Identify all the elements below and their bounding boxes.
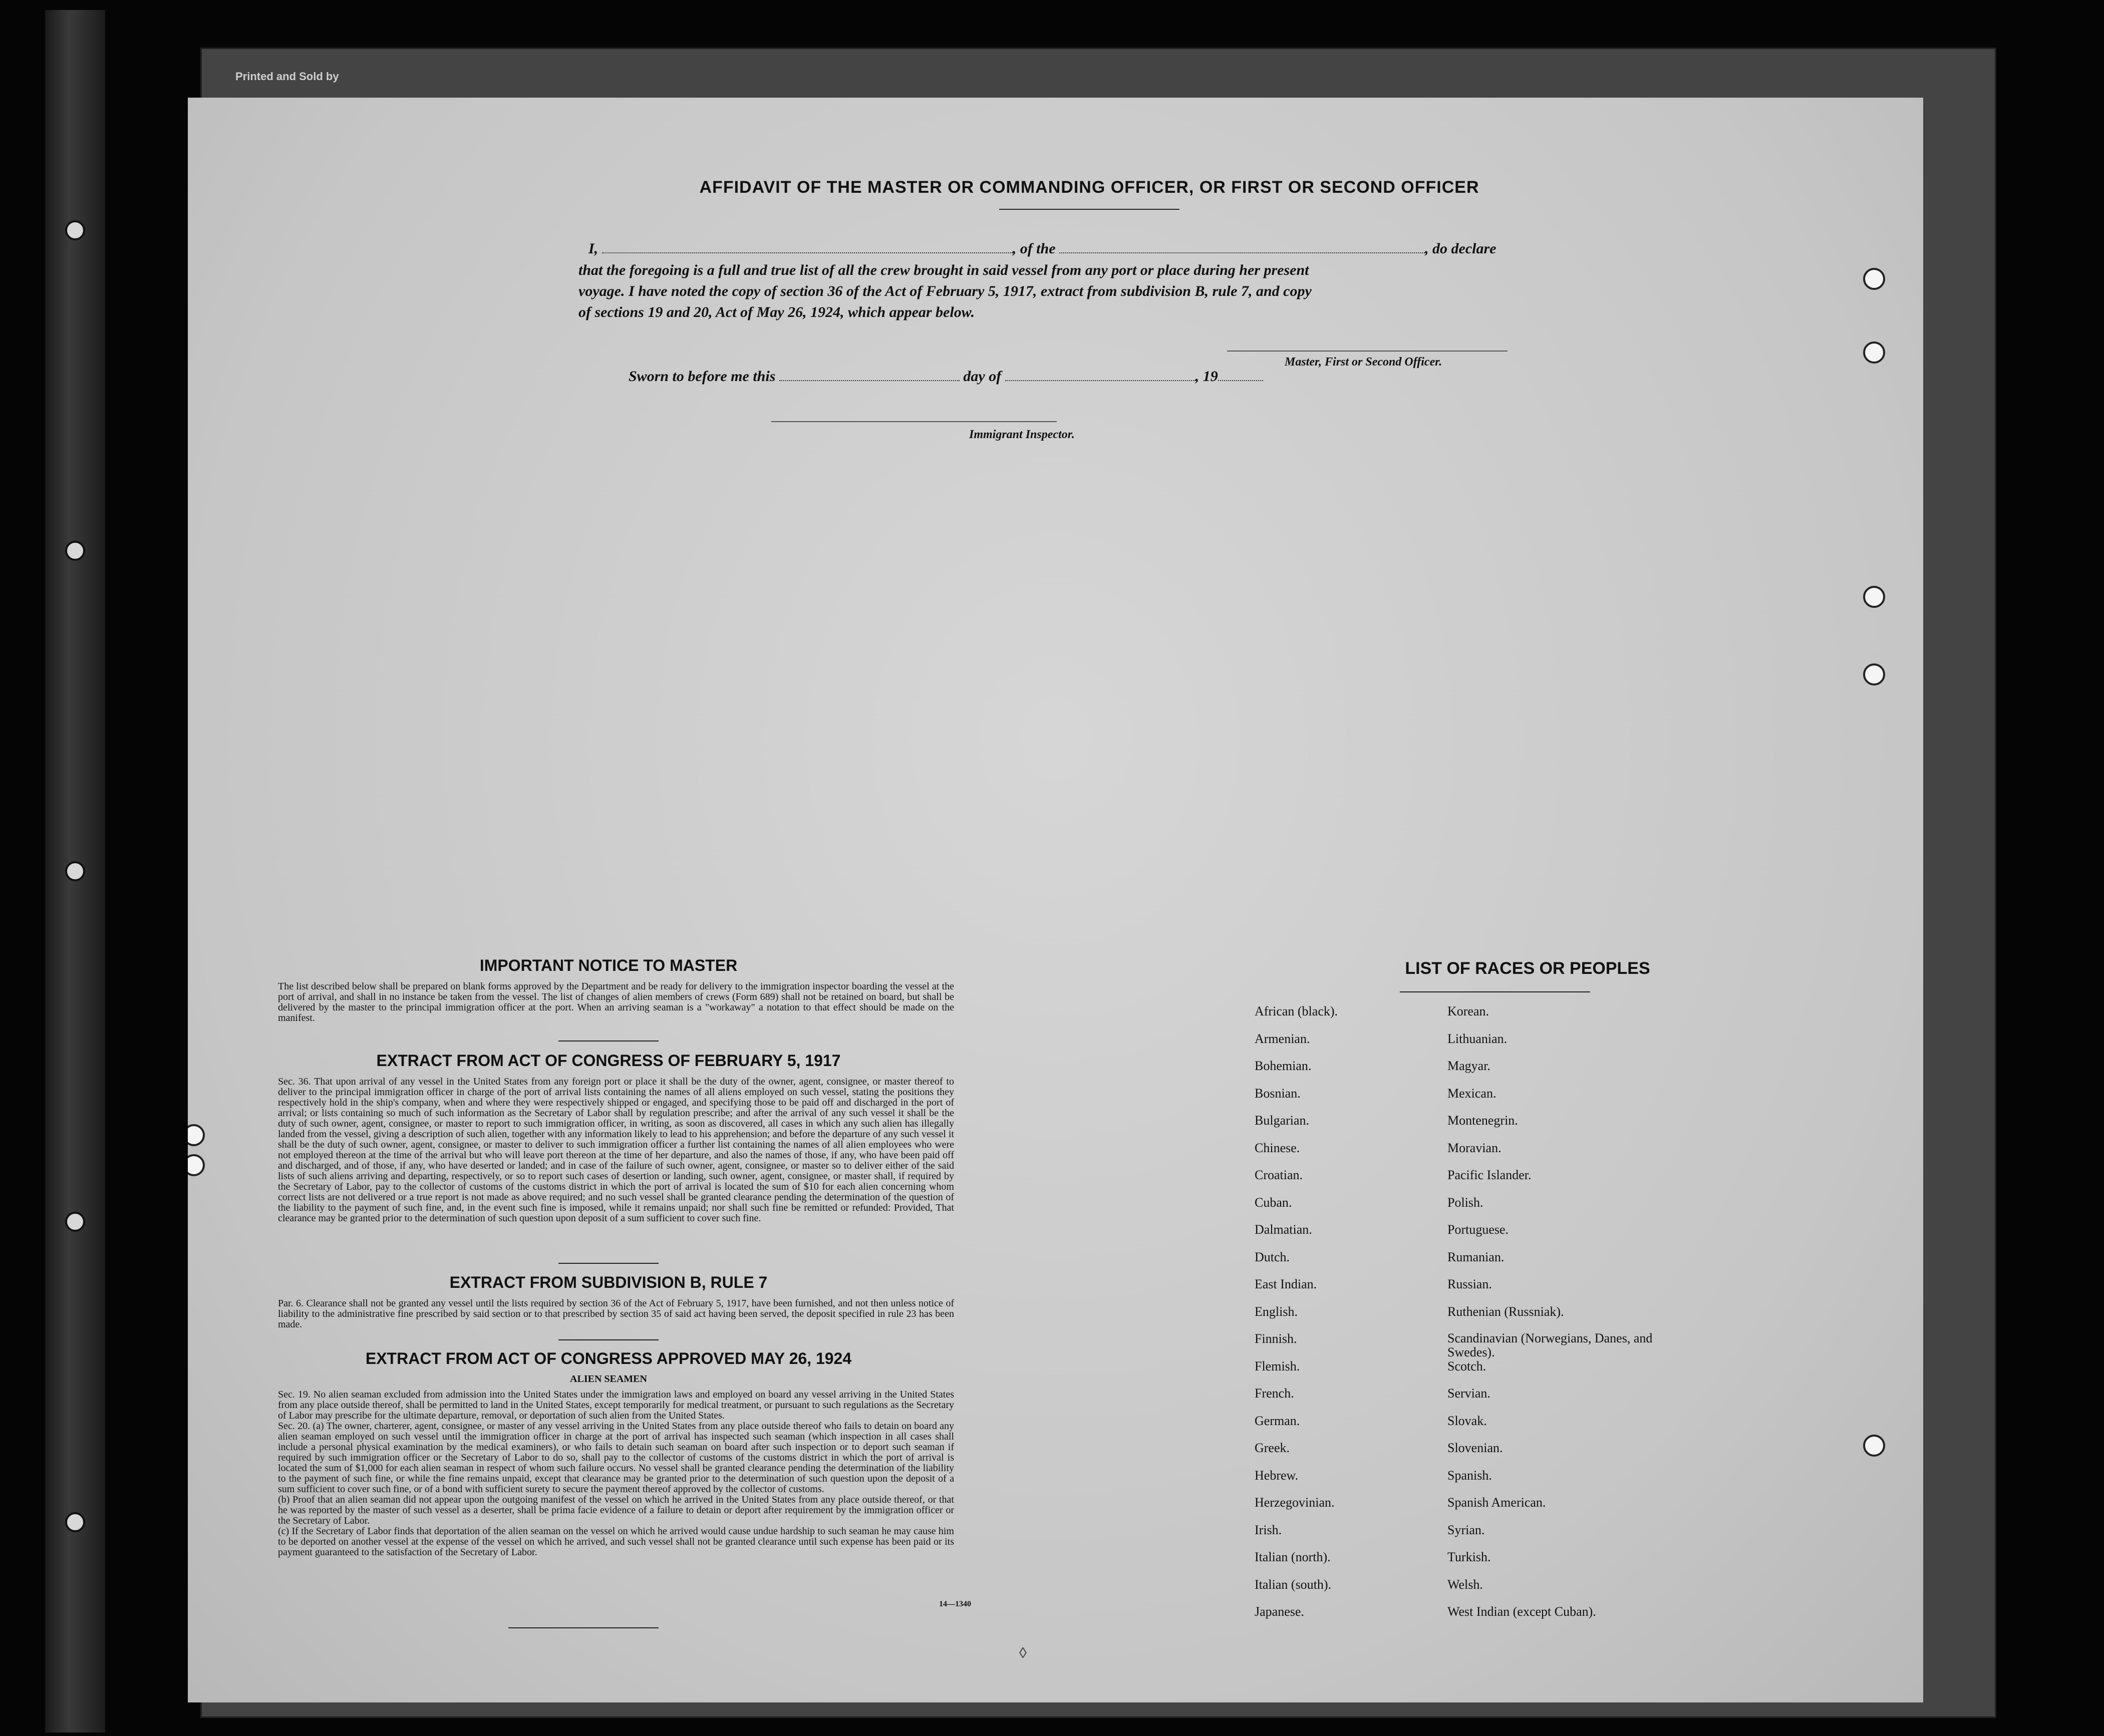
section-20a-paragraph: Sec. 20. (a) The owner, charterer, agent, consignee, or master of any vessel arriving in the United States from any place outside thereof who fails to detain on board any alien seaman employed on such vessel until the immigration officer in charge at the port of arrival has inspected such seaman (which inspection in all cases shall include a personal physical examination by the medical examiners), or who fails to detain such seaman on board after such inspection or to deport such seaman if required by such immigration officer or the Secretary of Labor to do so, shall pay to the collector of customs of the customs district in which the port of arrival is located the sum of $1,000 for each alien seaman in respect of whom such failure occurs. No vessel shall be granted clearance pending the determination of the liability to the payment of such fine, or while the fine remains unpaid, except that clearance may be granted prior to the determination of such question upon the deposit of a sum sufficient to cover such fine, or of a bond with sufficient surety to secure the payment thereof approved by the collector of customs. (278, 1421, 954, 1495)
race-item: Flemish. (1255, 1358, 1300, 1373)
alien-seamen-subtitle: ALIEN SEAMEN (570, 1373, 647, 1384)
race-item: English. (1255, 1304, 1298, 1319)
race-item: Scotch. (1447, 1358, 1486, 1373)
binder-hole (65, 220, 85, 240)
punch-hole (188, 1124, 205, 1146)
race-item: Finnish. (1255, 1331, 1297, 1346)
inspector-signature-line[interactable] (771, 421, 1057, 422)
race-item: Dalmatian. (1255, 1222, 1312, 1237)
race-item: Bosnian. (1255, 1086, 1301, 1101)
race-item: Ruthenian (Russniak). (1447, 1304, 1564, 1319)
race-item: Mexican. (1447, 1086, 1496, 1101)
race-item: Herzegovinian. (1255, 1495, 1335, 1510)
divider (558, 1339, 659, 1340)
extract-1917-title: EXTRACT FROM ACT OF CONGRESS OF FEBRUARY 5, 1917 (376, 1052, 841, 1070)
page-mark-icon: ◊ (1019, 1645, 1027, 1661)
section-19-paragraph: Sec. 19. No alien seaman excluded from admission into the United States under the immigration laws and employed on board any vessel arriving in the United States from any place outside thereof, shall be permitted to land in the United States, except temporarily for medical treatment, or pursuant to such regulations as the Secretary of Labor may prescribe for the ultimate departure, removal, or deportation of such alien from the United States. (278, 1389, 954, 1421)
binder-hole (65, 541, 85, 561)
race-item: Bulgarian. (1255, 1113, 1310, 1128)
race-item: Pacific Islander. (1447, 1168, 1532, 1182)
binder-hole (65, 1212, 85, 1232)
races-right-column (1447, 1004, 1668, 1632)
extract-1917-text (263, 1077, 954, 1224)
punch-hole (1863, 586, 1885, 608)
extract-1924-text (263, 1390, 954, 1558)
extract-rule7-text (263, 1298, 954, 1330)
race-item: East Indian. (1255, 1277, 1317, 1291)
race-item: Cuban. (1255, 1195, 1292, 1210)
race-item: Polish. (1447, 1195, 1483, 1210)
race-item: Irish. (1255, 1522, 1282, 1537)
race-item: Japanese. (1255, 1604, 1304, 1619)
affidavit-title: AFFIDAVIT OF THE MASTER OR COMMANDING OFFICER, OR FIRST OR SECOND OFFICER (699, 178, 1479, 197)
race-item: African (black). (1255, 1004, 1338, 1018)
name-blank[interactable] (602, 242, 1013, 253)
race-item: Turkish. (1447, 1550, 1491, 1564)
race-item: Dutch. (1255, 1249, 1290, 1264)
sworn-line (629, 368, 1263, 385)
extract-1924-title: EXTRACT FROM ACT OF CONGRESS APPROVED MAY 26, 1924 (365, 1349, 852, 1367)
divider (508, 1627, 659, 1628)
race-item: Portuguese. (1447, 1222, 1509, 1237)
affidavit-line-4: of sections 19 and 20, Act of May 26, 1924, which appear below. (578, 304, 975, 320)
divider (1400, 991, 1590, 992)
race-item: French. (1255, 1386, 1294, 1401)
inspector-caption: Immigrant Inspector. (969, 428, 1075, 441)
punch-hole (1863, 268, 1885, 290)
races-left-column (1255, 1004, 1338, 1632)
race-item: Armenian. (1255, 1031, 1310, 1046)
section-36-paragraph: Sec. 36. That upon arrival of any vessel in the United States from any foreign port or place it shall be the duty of the owner, agent, consignee, or master thereof to deliver to the principal immigration officer in charge of the port of arrival lists containing the names of all aliens employed on such vessel, stating the positions they respectively hold in the ship's company, when and where they were respectively shipped or engaged, and specifying those to be paid off and discharged in the port of arrival; or lists containing so much of such information as the Secretary of Labor shall by regulation prescribe; and after the arrival of any such vessel it shall be the duty of such owner, agent, consignee, or master to report to such immigration officer, in writing, as soon as discovered, all cases in which any such alien has illegally landed from the vessel, giving a description of such alien, together with any information likely to lead to his apprehension; and before the departure of any such vessel it shall be the duty of such owner, agent, consignee, or master to deliver to such immigration officer a further list containing the names of all alien employees who were not employed thereon at the time of the arrival but who will leave port thereon at the time of her departure, and also the names of those, if any, who have been paid off and discharged, and of those, if any, who have deserted or landed; and in case of the failure of such owner, agent, consignee, or master so to deliver either of the said lists of such aliens arriving and departing, respectively, or so to report such cases of desertion or landing, such owner, agent, consignee, or master shall, if required by the Secretary of Labor, pay to the collector of customs of the customs district in which the port of arrival is located the sum of $10 for each alien concerning whom correct lists are not delivered or a true report is not made as above required; and no such vessel shall be granted clearance pending the determination of the question of the liability to the payment of such fine, and, in the event such fine is imposed, while it remains unpaid; nor shall such fine be remitted or refunded: Provided, That clearance may be granted prior to the determination of such question upon deposit of a sum sufficient to cover such fine. (278, 1076, 954, 1224)
races-title: LIST OF RACES OR PEOPLES (1405, 959, 1650, 978)
affidavit-line-2: that the foregoing is a full and true list of all the crew brought in said vessel from any port or place during her present (578, 262, 1309, 278)
binder-hole (65, 861, 85, 881)
race-item: Bohemian. (1255, 1059, 1312, 1073)
race-item: Greek. (1255, 1441, 1290, 1455)
notice-title: IMPORTANT NOTICE TO MASTER (479, 956, 738, 974)
sworn-text: day of (963, 368, 1002, 385)
race-item: Slovenian. (1447, 1441, 1503, 1455)
affidavit-text: , do declare (1425, 240, 1496, 257)
sworn-text: Sworn to before me this (629, 368, 776, 385)
day-blank[interactable] (779, 370, 960, 381)
rule7-paragraph: Par. 6. Clearance shall not be granted any vessel until the lists required by section 36 of the Act of February 5, 1917, have been furnished, and not then unless notice of liability to the administrative fine prescribed by said section or to that prescribed by section 35 of said act having been served, the deposit specified in rule 23 has been made. (278, 1298, 954, 1330)
printer-line: Printed and Sold by (235, 70, 339, 83)
punch-hole (1863, 341, 1885, 364)
race-item: Hebrew. (1255, 1468, 1299, 1483)
race-item: Magyar. (1447, 1059, 1490, 1073)
month-blank[interactable] (1005, 370, 1195, 381)
race-item: Croatian. (1255, 1168, 1303, 1182)
race-item: Servian. (1447, 1386, 1490, 1401)
race-item: West Indian (except Cuban). (1447, 1604, 1596, 1619)
affidavit-line-1 (588, 240, 1496, 257)
race-item: Spanish American. (1447, 1495, 1546, 1510)
section-20c-paragraph: (c) If the Secretary of Labor finds that deportation of the alien seaman on the vessel on which he arrived would cause undue hardship to such seaman he may cause him to be deported on another vessel at the expense of the vessel on which he arrived, and such vessel shall not be granted clearance until such expense has been paid or its payment guaranteed to the satisfaction of the Secretary of Labor. (278, 1526, 954, 1558)
divider (558, 1263, 659, 1264)
section-20b-paragraph: (b) Proof that an alien seaman did not appear upon the outgoing manifest of the vessel on which he arrived in the United States from any place outside thereof, or that he was reported by the master of such vessel as a deserter, shall be prima facie evidence of a failure to detain or deport after requirement by the immigration officer or the Secretary of Labor. (278, 1494, 954, 1526)
race-item: Slovak. (1447, 1413, 1487, 1428)
notice-paragraph: The list described below shall be prepared on blank forms approved by the Department and be ready for delivery to the immigration inspector boarding the vessel at the port of arrival, and shall in no instance be taken from the vessel. The list of changes of alien members of crews (Form 689) shall not be retained on board, but shall be delivered by the master to the principal immigration officer at the port. When an arriving seaman is a "workaway" a notation to that effect should be made on the manifest. (278, 981, 954, 1023)
race-item: Lithuanian. (1447, 1031, 1508, 1046)
race-item: Russian. (1447, 1277, 1492, 1291)
affidavit-line-3: voyage. I have noted the copy of section 36 of the Act of February 5, 1917, extract from subdivision B, rule 7, and copy (578, 283, 1312, 299)
vessel-blank[interactable] (1059, 242, 1425, 253)
race-item: Italian (south). (1255, 1577, 1332, 1592)
affidavit-text: , of the (1012, 240, 1056, 257)
divider (558, 1040, 659, 1041)
divider (999, 209, 1179, 210)
master-signature-line[interactable] (1227, 351, 1508, 352)
race-item: Montenegrin. (1447, 1113, 1518, 1128)
master-caption: Master, First or Second Officer. (1285, 356, 1442, 369)
race-item: Korean. (1447, 1004, 1489, 1018)
notice-text (263, 981, 954, 1023)
race-item: German. (1255, 1413, 1300, 1428)
binder-edge (45, 10, 105, 1732)
binder-hole (65, 1512, 85, 1532)
race-item: Scandinavian (Norwegians, Danes, and Swedes). (1447, 1331, 1653, 1359)
affidavit-text: I, (588, 240, 598, 257)
year-blank[interactable] (1218, 370, 1263, 381)
race-item: Spanish. (1447, 1468, 1492, 1483)
race-item: Rumanian. (1447, 1249, 1505, 1264)
document-page (188, 98, 1923, 1702)
race-item: Chinese. (1255, 1140, 1300, 1155)
form-number: 14—1340 (939, 1600, 971, 1608)
punch-hole (1863, 663, 1885, 685)
punch-hole (1863, 1435, 1885, 1457)
punch-hole (188, 1154, 205, 1176)
race-item: Welsh. (1447, 1577, 1483, 1592)
race-item: Italian (north). (1255, 1550, 1331, 1564)
extract-rule7-title: EXTRACT FROM SUBDIVISION B, RULE 7 (449, 1273, 768, 1291)
race-item: Moravian. (1447, 1140, 1501, 1155)
sworn-text: , 19 (1195, 368, 1218, 385)
race-item: Syrian. (1447, 1522, 1485, 1537)
